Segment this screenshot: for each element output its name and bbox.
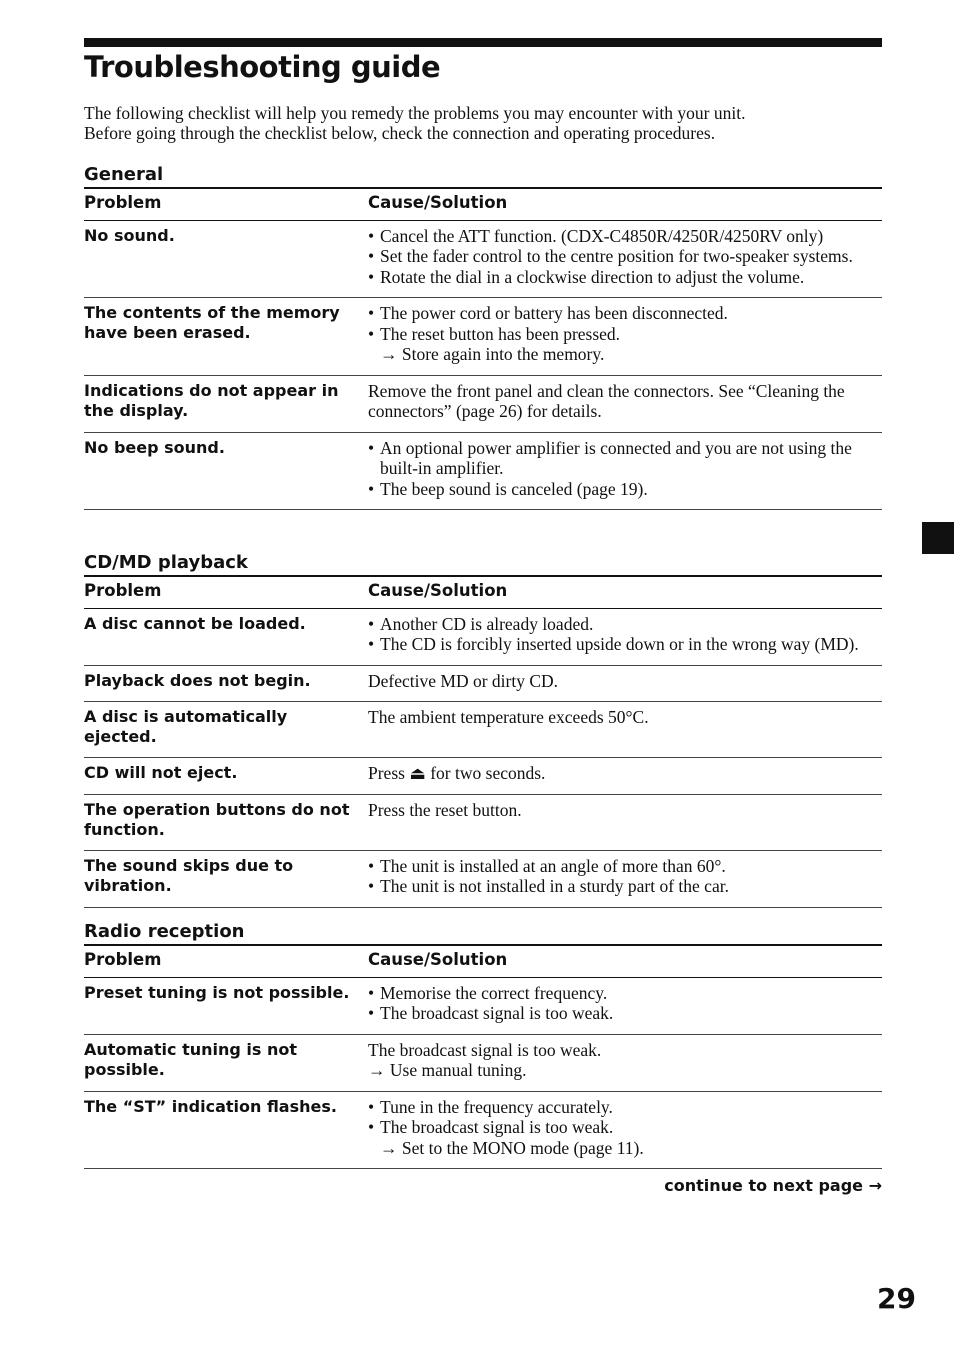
solution-line [368, 1040, 882, 1061]
solution-cell [368, 432, 882, 510]
section-cd-md-playback [84, 551, 882, 908]
problem-cell: The contents of the memory have been erased. [84, 298, 368, 376]
bullet: • [368, 225, 375, 246]
intro-line: The following checklist will help you remedy the problems you may encounter with your unit. [84, 103, 746, 123]
solution-text: Remove the front panel and clean the connectors. See “Cleaning the connectors” (page 26) for details. [368, 380, 845, 421]
solution-line [368, 1060, 882, 1081]
solution-text: The beep sound is canceled (page 19). [380, 478, 648, 499]
solution-cell [368, 1091, 882, 1169]
solution-text: → Set to the MONO mode (page 11). [380, 1137, 644, 1158]
troubleshooting-table [84, 187, 882, 510]
table-row [84, 758, 882, 795]
solution-text: The unit is not installed in a sturdy part of the car. [380, 876, 729, 896]
solution-cell [368, 298, 882, 376]
bullet: • [368, 634, 375, 654]
solution-line [368, 763, 882, 784]
solution-line [368, 479, 882, 500]
troubleshooting-table [84, 575, 882, 908]
solution-line [368, 267, 882, 288]
solution-line [368, 1138, 882, 1159]
section-general [84, 163, 882, 510]
table-header-row [84, 576, 882, 608]
solution-cell [368, 665, 882, 702]
bullet: • [368, 1117, 375, 1137]
solution-text: The broadcast signal is too weak. [380, 1003, 614, 1023]
section-title: Radio reception [84, 921, 245, 942]
bullet: • [368, 876, 375, 896]
table-row [84, 977, 882, 1034]
solution-text: Cancel the ATT function. (CDX-C4850R/4250R/4250RV only) [380, 225, 824, 246]
problem-cell: The “ST” indication flashes. [84, 1091, 368, 1169]
bullet: • [368, 246, 375, 266]
bullet: • [368, 478, 375, 499]
table-row [84, 432, 882, 510]
solution-line [368, 226, 882, 247]
solution-line [368, 344, 882, 365]
problem-column-header: Problem [84, 945, 368, 977]
page-title: Troubleshooting guide [84, 50, 441, 84]
solution-cell [368, 702, 882, 758]
table-header-row [84, 945, 882, 977]
troubleshooting-table [84, 944, 882, 1169]
intro-text [84, 103, 884, 143]
table-row [84, 702, 882, 758]
problem-cell: CD will not eject. [84, 758, 368, 795]
title-rule [84, 38, 882, 47]
problem-cell: The operation buttons do not function. [84, 794, 368, 850]
table-row [84, 608, 882, 665]
table-row [84, 298, 882, 376]
bullet: • [368, 982, 375, 1003]
table-row [84, 1091, 882, 1169]
bullet: • [368, 303, 375, 323]
solution-line [368, 438, 882, 479]
solution-line [368, 634, 882, 655]
bullet: • [368, 613, 375, 634]
problem-column-header: Problem [84, 576, 368, 608]
bullet: • [368, 266, 375, 287]
table-header-row [84, 188, 882, 220]
solution-text: Tune in the frequency accurately. [380, 1096, 613, 1117]
table-row [84, 220, 882, 298]
solution-line [368, 800, 882, 821]
solution-text: Press the reset button. [368, 799, 522, 820]
solution-line [368, 324, 882, 345]
solution-line [368, 381, 882, 422]
side-tab-marker [922, 522, 954, 554]
problem-cell: Playback does not begin. [84, 665, 368, 702]
solution-column-header: Cause/Solution [368, 576, 882, 608]
solution-line [368, 671, 882, 692]
solution-cell [368, 375, 882, 432]
problem-cell: Indications do not appear in the display. [84, 375, 368, 432]
continue-next-page: continue to next page → [664, 1176, 882, 1195]
solution-line [368, 983, 882, 1004]
solution-cell [368, 977, 882, 1034]
solution-line [368, 707, 882, 728]
bullet: • [368, 1096, 375, 1117]
problem-cell: No beep sound. [84, 432, 368, 510]
solution-cell [368, 850, 882, 907]
solution-text: The broadcast signal is too weak. [380, 1117, 614, 1137]
solution-text: The ambient temperature exceeds 50°C. [368, 707, 649, 727]
solution-column-header: Cause/Solution [368, 945, 882, 977]
problem-cell: No sound. [84, 220, 368, 298]
solution-line [368, 856, 882, 877]
solution-text: The reset button has been pressed. [380, 323, 621, 344]
bullet: • [368, 323, 375, 344]
solution-text: Set the fader control to the centre position for two-speaker systems. [380, 246, 853, 266]
table-row [84, 794, 882, 850]
problem-cell: A disc is automatically ejected. [84, 702, 368, 758]
problem-column-header: Problem [84, 188, 368, 220]
solution-line [368, 1003, 882, 1024]
solution-text: Another CD is already loaded. [380, 613, 594, 634]
solution-text: An optional power amplifier is connected and you are not using the built-in amplifier. [380, 437, 852, 478]
solution-text: The unit is installed at an angle of more than 60°. [380, 855, 726, 876]
table-row [84, 665, 882, 702]
solution-cell [368, 758, 882, 795]
section-title: CD/MD playback [84, 552, 248, 573]
problem-cell: Automatic tuning is not possible. [84, 1034, 368, 1091]
section-radio-reception [84, 920, 882, 1169]
solution-column-header: Cause/Solution [368, 188, 882, 220]
bullet: • [368, 437, 375, 458]
problem-cell: A disc cannot be loaded. [84, 608, 368, 665]
solution-cell [368, 220, 882, 298]
solution-line [368, 303, 882, 324]
solution-cell [368, 1034, 882, 1091]
solution-text: The power cord or battery has been disconnected. [380, 303, 728, 323]
solution-line [368, 1097, 882, 1118]
solution-cell [368, 794, 882, 850]
solution-text: The CD is forcibly inserted upside down or in the wrong way (MD). [380, 634, 859, 654]
solution-line [368, 614, 882, 635]
solution-cell [368, 608, 882, 665]
solution-line [368, 1117, 882, 1138]
table-row [84, 850, 882, 907]
solution-line [368, 876, 882, 897]
section-title: General [84, 164, 164, 185]
problem-cell: Preset tuning is not possible. [84, 977, 368, 1034]
solution-line [368, 246, 882, 267]
solution-text: Memorise the correct frequency. [380, 982, 608, 1003]
solution-text: → Use manual tuning. [368, 1060, 527, 1080]
solution-text: Press ⏏ for two seconds. [368, 763, 546, 783]
page-number: 29 [877, 1282, 916, 1315]
table-row [84, 1034, 882, 1091]
problem-cell: The sound skips due to vibration. [84, 850, 368, 907]
solution-text: Defective MD or dirty CD. [368, 670, 559, 691]
solution-text: → Store again into the memory. [380, 344, 605, 364]
table-row [84, 375, 882, 432]
bullet: • [368, 1003, 375, 1023]
solution-text: The broadcast signal is too weak. [368, 1039, 602, 1060]
intro-line: Before going through the checklist below, check the connection and operating procedures. [84, 123, 716, 143]
bullet: • [368, 855, 375, 876]
solution-text: Rotate the dial in a clockwise direction to adjust the volume. [380, 266, 805, 287]
